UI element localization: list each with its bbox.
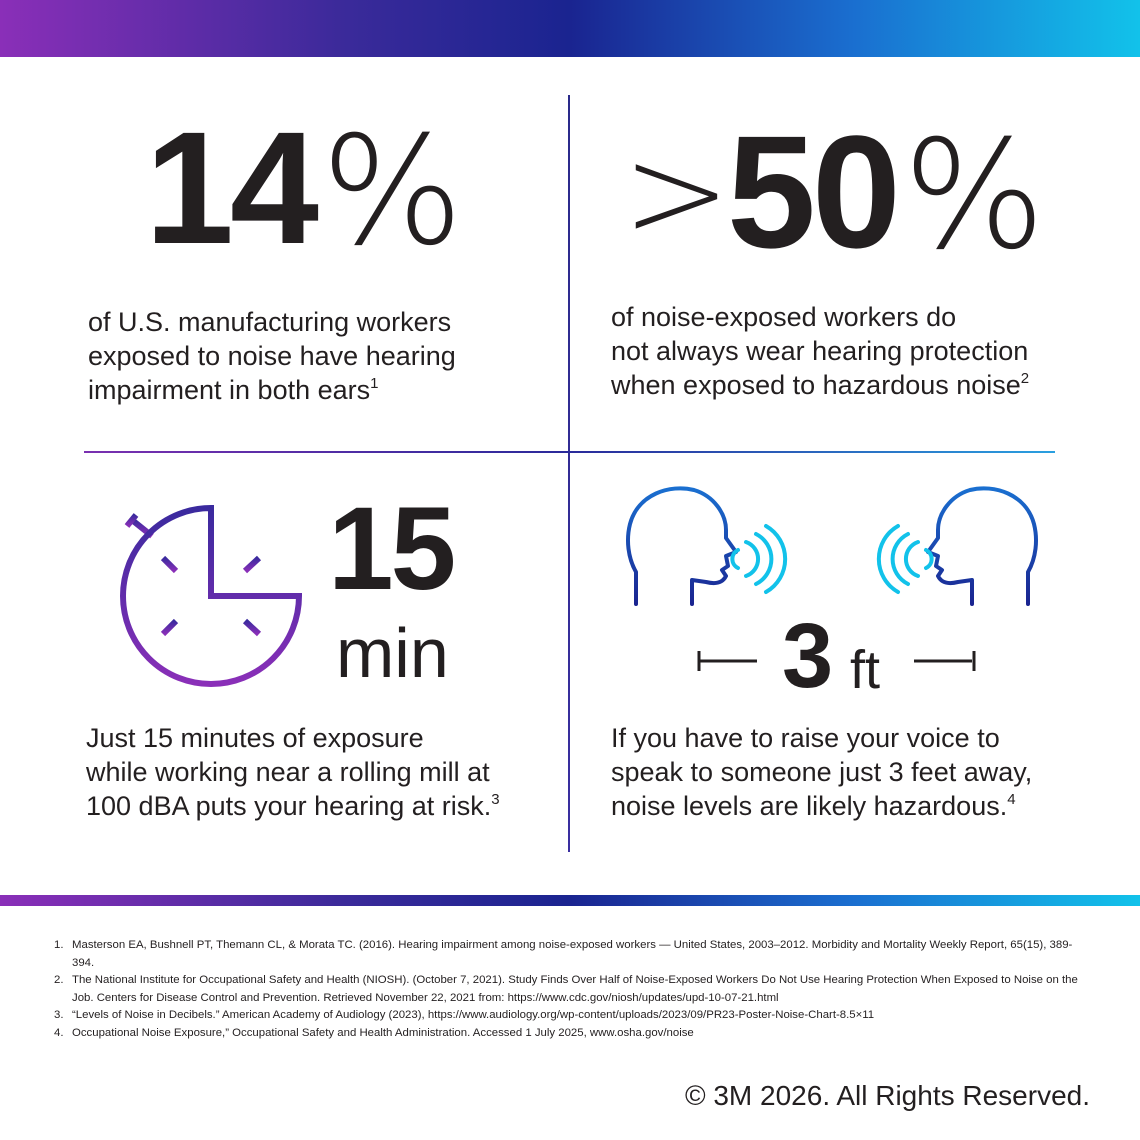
description-line: while working near a rolling mill at bbox=[86, 757, 490, 787]
stat-1-description bbox=[88, 305, 456, 407]
description-line: noise levels are likely hazardous.$^4$ bbox=[611, 791, 1016, 821]
stat-over-50-percent bbox=[622, 102, 1042, 283]
footnote-item bbox=[54, 1007, 1094, 1025]
stat-number: 50 bbox=[726, 102, 897, 281]
description-line: 100 dBA puts your hearing at risk.$^3$ bbox=[86, 791, 500, 821]
footnote-number: 3. bbox=[54, 1009, 64, 1021]
stat-2-description bbox=[611, 300, 1029, 402]
percent-symbol: % bbox=[320, 105, 460, 279]
footnote-ref: 2 bbox=[1020, 370, 1030, 387]
footnotes-list bbox=[54, 937, 1094, 1042]
stopwatch-icon bbox=[122, 478, 322, 688]
description-line: not always wear hearing protection bbox=[611, 336, 1029, 366]
stat-15: 15 bbox=[328, 483, 454, 615]
footnote-number: 2. bbox=[54, 974, 64, 986]
footnote-number: 1. bbox=[54, 939, 64, 951]
footnote-item bbox=[54, 1025, 1094, 1043]
description-line: impairment in both ears$^1$ bbox=[88, 375, 379, 405]
description-line: of U.S. manufacturing workers bbox=[88, 307, 452, 337]
footnote-text: The National Institute for Occupational Safety and Health (NIOSH). (October 7, 2021). Study Finds Over Half of Noise-Exposed Workers Do Not Use Hearing Protection When Exposed to Noise on the Job. Centers for Disease Control and Prevention. Retrieved November 22, 2021 from: https://www.cdc.gov/niosh/updates/upd-10-07-21.html bbox=[72, 974, 1078, 1004]
stat-3-description bbox=[86, 721, 500, 823]
footnote-item bbox=[54, 937, 1094, 972]
footnote-ref: 3 bbox=[491, 791, 500, 808]
bottom-gradient-bar bbox=[0, 895, 1140, 906]
description-line: when exposed to hazardous noise$^2$ bbox=[611, 370, 1030, 400]
description-line: Just 15 minutes of exposure bbox=[86, 723, 424, 753]
speaking-heads-icon bbox=[622, 480, 1042, 610]
description-line: of noise-exposed workers do bbox=[611, 302, 957, 332]
stat-14-percent bbox=[145, 98, 460, 279]
top-gradient-bar bbox=[0, 0, 1140, 57]
vertical-divider bbox=[568, 95, 570, 852]
footnote-text: Masterson EA, Bushnell PT, Themann CL, & Morata TC. (2016). Hearing impairment among noise-exposed workers — United States, 2003–2012. Morbidity and Mortality Weekly Report, 65(15), 389-394. bbox=[72, 939, 1073, 969]
description-line: speak to someone just 3 feet away, bbox=[611, 757, 1033, 787]
footnote-item bbox=[54, 972, 1094, 1007]
footnote-ref: 4 bbox=[1007, 791, 1016, 808]
horizontal-divider bbox=[84, 451, 1055, 453]
greater-than-symbol: > bbox=[622, 116, 727, 268]
description-line: exposed to noise have hearing bbox=[88, 341, 456, 371]
description-line: If you have to raise your voice to bbox=[611, 723, 1000, 753]
footnote-ref: 1 bbox=[370, 375, 379, 392]
stat-number: 14 bbox=[145, 98, 315, 277]
stat-unit-min: min bbox=[336, 614, 449, 692]
stat-4-description bbox=[611, 721, 1032, 823]
footnote-number: 4. bbox=[54, 1026, 64, 1039]
footnote-text: “Levels of Noise in Decibels.” American Academy of Audiology (2023), https://www.audiology.org/wp-content/uploads/2023/09/PR23-Poster-Noise-Chart-8.5×11 bbox=[72, 1009, 875, 1021]
stat-3: 3 bbox=[782, 605, 834, 707]
footnote-text: Occupational Noise Exposure,” Occupational Safety and Health Administration. Accessed 1 July 2025, www.osha.gov/noise bbox=[72, 1026, 694, 1039]
distance-left-arrow bbox=[697, 651, 759, 671]
stat-unit-ft: ft bbox=[850, 640, 881, 700]
copyright-notice: © 3M 2026. All Rights Reserved. bbox=[684, 1080, 1090, 1111]
percent-symbol: % bbox=[902, 109, 1042, 283]
distance-right-arrow bbox=[914, 651, 976, 671]
